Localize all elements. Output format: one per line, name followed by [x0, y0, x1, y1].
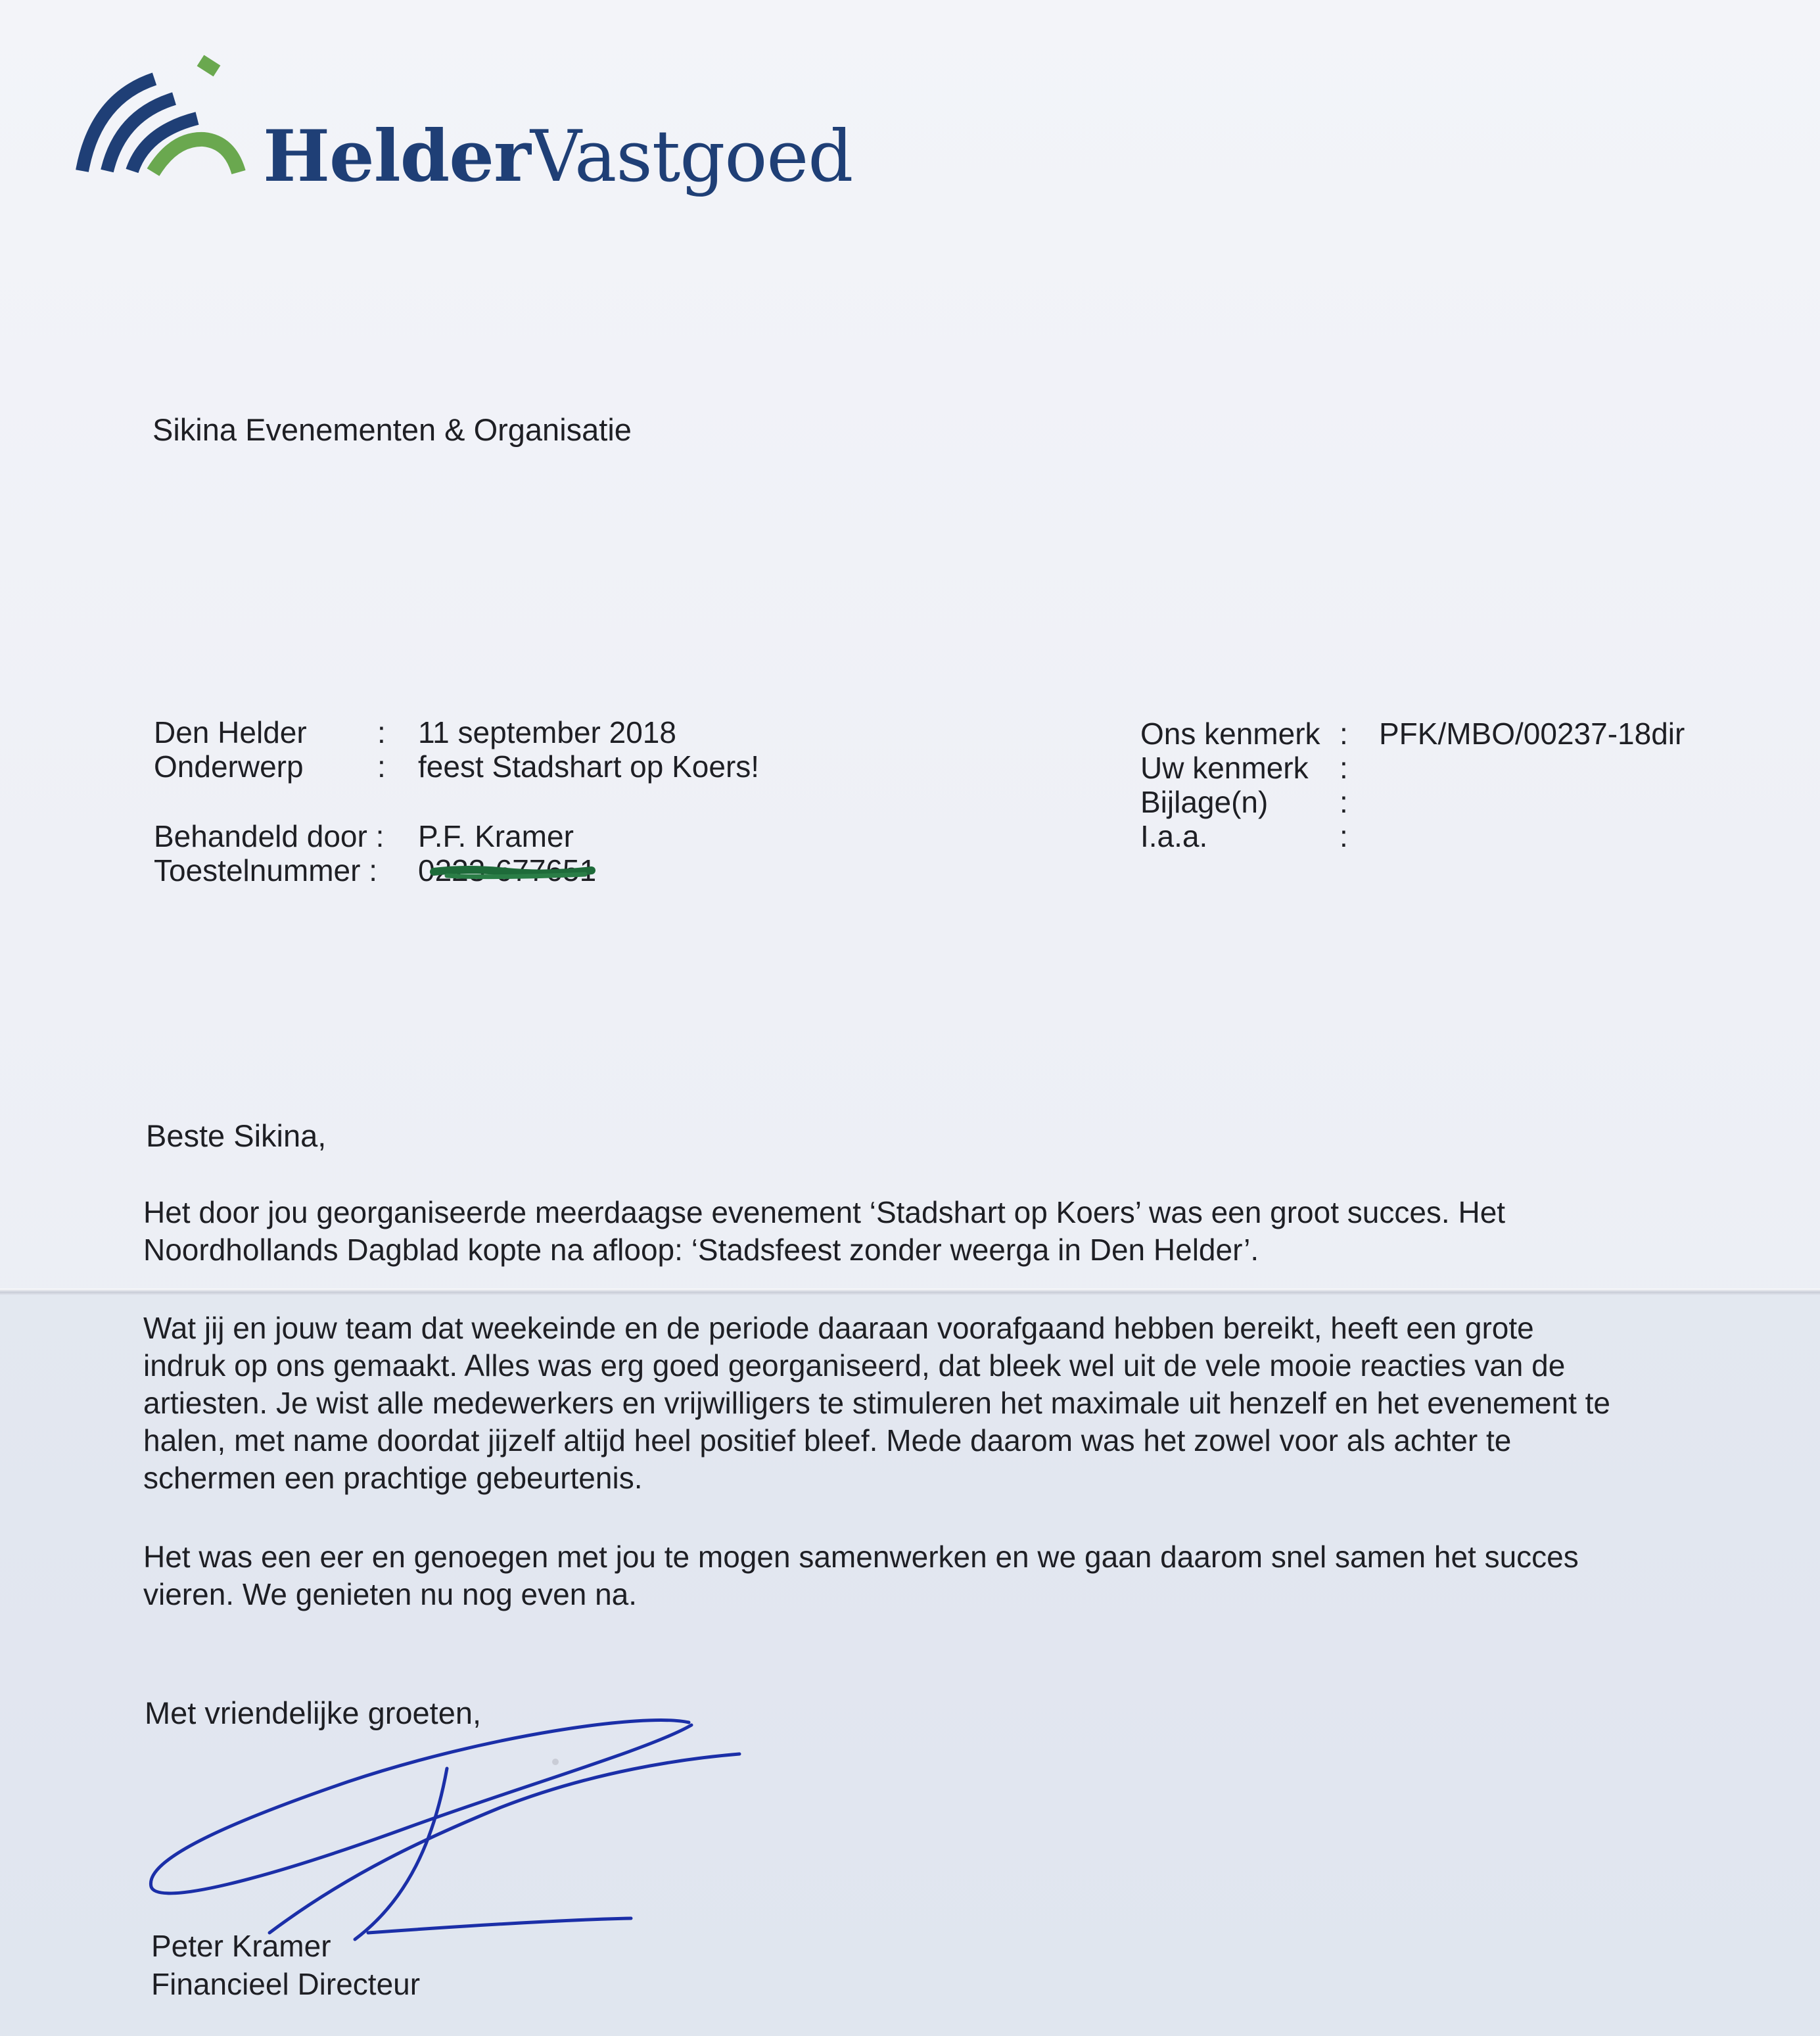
body-line: Noordhollands Dagblad kopte na afloop: ‘Stadsfeest zonder weerga in Den Helder’. [143, 1233, 1259, 1267]
body-line: vieren. We genieten nu nog even na. [143, 1577, 638, 1611]
body-line: schermen een prachtige gebeurtenis. [143, 1461, 643, 1495]
attn-label: I.a.a. [1140, 819, 1208, 853]
paragraph-1 [143, 1194, 1505, 1269]
ref-ours: PFK/MBO/00237-18dir [1379, 717, 1685, 751]
paragraph-3 [143, 1538, 1579, 1613]
letter-date: 11 september 2018 [418, 715, 676, 749]
body-line: Het door jou georganiseerde meerdaagse evenement ‘Stadshart op Koers’ was een groot succes. Het [143, 1195, 1506, 1229]
colon: : [1340, 785, 1348, 819]
subject-label: Onderwerp [154, 749, 304, 784]
body-line: halen, met name doordat jijzelf altijd heel positief bleef. Mede daarom was het zowel voor als achter te [143, 1423, 1512, 1457]
body-line: artiesten. Je wist alle medewerkers en vrijwilligers te stimuleren het maximale uit henzelf en het evenement te [143, 1386, 1611, 1420]
closing: Met vriendelijke groeten, [145, 1695, 482, 1730]
colon: : [1340, 717, 1348, 751]
attachments-label: Bijlage(n) [1140, 785, 1269, 819]
ref-ours-label: Ons kenmerk [1140, 717, 1320, 751]
colon: : [1340, 751, 1348, 785]
redaction-mark [427, 863, 598, 882]
paper-fold-crease [0, 1289, 1820, 1295]
subject: feest Stadshart op Koers! [418, 749, 760, 784]
place-label: Den Helder [154, 715, 307, 749]
colon: : [377, 715, 386, 749]
body-line: Wat jij en jouw team dat weekeinde en de periode daaraan voorafgaand hebben bereikt, heeft een grote [143, 1311, 1534, 1345]
body-line: Het was een eer en genoegen met jou te mogen samenwerken en we gaan daarom snel samen het succes [143, 1540, 1579, 1574]
colon: : [1340, 819, 1348, 853]
signer-title: Financieel Directeur [151, 1967, 421, 2001]
recipient: Sikina Evenementen & Organisatie [152, 412, 632, 447]
salutation: Beste Sikina, [146, 1118, 327, 1153]
ref-yours-label: Uw kenmerk [1140, 751, 1309, 785]
company-wordmark [263, 115, 852, 198]
phone-number: 0223-677651 [418, 853, 597, 888]
company-logo [69, 53, 853, 198]
handled-by: P.F. Kramer [418, 819, 574, 853]
handwritten-signature [131, 1709, 762, 1959]
wordmark-bold: Helder [263, 115, 530, 198]
body-line: indruk op ons gemaakt. Alles was erg goed georganiseerd, dat bleek wel uit de vele mooie reacties van de [143, 1348, 1566, 1383]
signer-name: Peter Kramer [151, 1929, 331, 1963]
handled-label: Behandeld door : [154, 819, 385, 853]
arc-logo-icon [69, 53, 246, 184]
colon: : [377, 749, 386, 784]
phone-label: Toestelnummer : [154, 853, 378, 888]
wordmark-regular: Vastgoed [530, 116, 853, 198]
paragraph-2 [143, 1310, 1610, 1497]
